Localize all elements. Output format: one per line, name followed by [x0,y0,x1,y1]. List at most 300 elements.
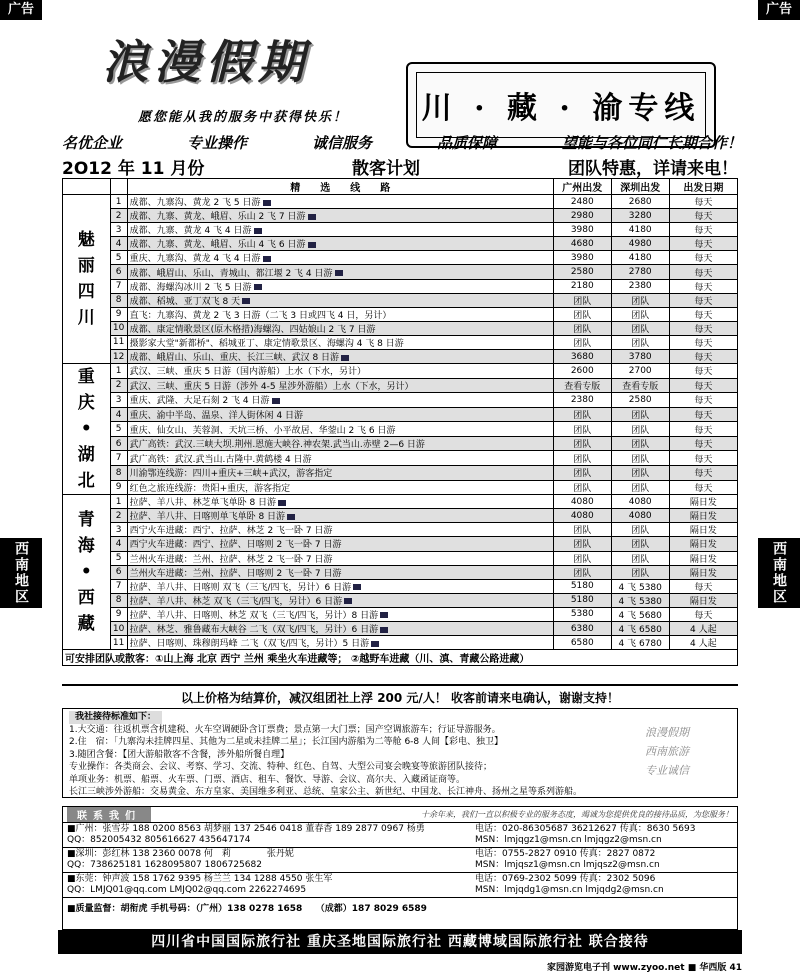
departure-date: 隔日发 [669,495,737,509]
row-number: 11 [110,636,127,650]
table-row [63,364,738,379]
brand-logo: 浪漫假期 [102,35,310,89]
region-char: • [80,419,92,440]
row-number: 7 [110,279,127,293]
price-guangzhou: 团队 [553,307,611,321]
seal-line: 专业诚信 [645,764,689,777]
price-guangzhou: 4680 [553,237,611,251]
price-shenzhen: 团队 [611,465,669,480]
price-guangzhou: 团队 [553,436,611,451]
price-guangzhou: 3980 [553,251,611,265]
header-date: 出发日期 [669,179,737,195]
price-shenzhen: 2780 [611,265,669,279]
route-text: 成都、九寨、黄龙 4 飞 4 日游 [129,226,252,237]
contact-msn: MSN：lmjqdg1@msn.cn lmjqdg2@msn.cn [475,885,664,895]
price-guangzhou: 团队 [553,551,611,565]
departure-date: 每天 [669,422,737,437]
route-text: 直飞：九寨沟、黄龙 2 飞 3 日游（二飞 3 日或四飞 4 日，另计） [129,310,392,321]
ad-page [58,20,742,973]
route-table [62,178,738,666]
departure-date: 4 人起 [669,636,737,650]
header-gz: 广州出发 [553,179,611,195]
route-name [127,579,553,593]
tour-stamp-icon [263,200,271,206]
price-guangzhou: 5180 [553,593,611,607]
value-strip [62,132,742,153]
region-char: 庆 [77,393,95,414]
tour-stamp-icon [308,242,316,248]
route-name [127,321,553,335]
value-item: 诚信服务 [311,134,372,152]
region-tab-right: 西南地区 [758,538,800,608]
contact-names: ■广州：张雪芬 188 0200 8563 胡梦丽 137 2546 0418 董春香 189 2877 0967 杨勇 [67,824,425,834]
arrangement-note: 可安排团队或散客：①山上海 北京 西宁 兰州 乘坐火车进藏等； ②越野车进藏（川、滇、青藏公路进藏） [63,650,738,666]
contact-names: ■深圳：彭红林 138 2360 0078 何 莉 张丹妮 [67,849,294,859]
row-number: 10 [110,621,127,635]
route-name [127,293,553,307]
route-name [127,307,553,321]
route-text: 武汉、三峡、重庆 5 日游（涉外 4-5 星涉外游船）上水（下水，另计） [129,381,414,392]
route-name [127,407,553,422]
row-number: 2 [110,378,127,393]
departure-date: 隔日发 [669,593,737,607]
route-text: 西宁火车进藏：西宁、拉萨、林芝 2 飞一卧 7 日游 [129,526,333,537]
value-item: 品质保障 [436,134,497,152]
contact-phone: 电话：0769-2302 5099 传真：2302 5096 [475,874,656,884]
plan-header [62,154,738,178]
contact-names: ■东莞：钟声波 158 1762 9395 杨兰兰 134 1288 4550 张生军 [67,874,333,884]
contact-phone: 电话：0755-2827 0910 传真：2827 0872 [475,849,656,859]
route-text: 武广高铁：武汉.武当山.古隆中.黄鹤楼 4 日游 [129,454,312,465]
row-number: 8 [110,593,127,607]
table-row [63,436,738,451]
row-number: 9 [110,480,127,495]
table-row [63,293,738,307]
region-char: 湖 [77,445,95,466]
price-guangzhou: 团队 [553,565,611,579]
departure-date: 每天 [669,279,737,293]
row-number: 10 [110,321,127,335]
tour-stamp-icon [278,500,286,506]
quality-supervisor: ■质量监督：胡衔虎 手机号码：（广州）138 0278 1658 （成都）187 8029 6589 [67,904,427,914]
price-shenzhen: 3780 [611,350,669,364]
route-name [127,509,553,523]
price-guangzhou: 团队 [553,465,611,480]
departure-date: 4 人起 [669,621,737,635]
route-text: 拉萨、羊八井、日喀则、林芝 双飞（三飞/四飞，另计）8 日游 [129,610,379,621]
price-guangzhou: 3980 [553,223,611,237]
contact-msn: MSN：lmjqgz1@msn.cn lmjqgz2@msn.cn [475,835,662,845]
table-row [63,307,738,321]
departure-date: 每天 [669,223,737,237]
company-seal [603,723,731,781]
route-text: 重庆、武隆、大足石刻 2 飞 4 日游 [129,396,270,407]
route-text: 拉萨、林芝、雅鲁藏布大峡谷 二飞（双飞/四飞，另计）6 日游 [129,625,379,636]
region-group-name [63,364,111,495]
contact-block-shenzhen [63,848,737,873]
table-row [63,523,738,537]
standards-line: 1.大交通：往返机票含机建税、火车空调硬卧含订票费；景点第一大门票；国产空调旅游车；行证导游服务。 [69,724,501,735]
ad-label-right: 广告 [758,0,800,20]
table-row [63,321,738,335]
route-text: 成都、峨眉山、乐山、青城山、都江堰 2 飞 4 日游 [129,268,333,279]
route-text: 拉萨、日喀则、珠穆朗玛峰 二飞（双飞/四飞，另计）5 日游 [129,639,370,650]
table-row [63,335,738,349]
region-char: • [80,562,92,583]
contact-section [62,806,738,930]
price-shenzhen: 2380 [611,279,669,293]
price-shenzhen: 2700 [611,364,669,379]
team-offer: 团队特惠，详请来电！ [568,159,738,179]
price-shenzhen: 4180 [611,251,669,265]
price-guangzhou: 6380 [553,621,611,635]
row-number: 3 [110,393,127,408]
line-title: 川 · 藏 · 渝专线 [416,72,706,138]
price-shenzhen: 团队 [611,537,669,551]
departure-date: 每天 [669,237,737,251]
price-guangzhou: 团队 [553,480,611,495]
row-number: 7 [110,579,127,593]
region-char: 四 [77,282,95,303]
tour-stamp-icon [308,214,316,220]
standards-line: 专业操作：各类商会、会议、考察、学习、交流、特种、红色、自驾、大型公司宴会晚宴等旅游团队接待； [69,762,493,772]
route-name [127,195,553,209]
row-number: 7 [110,451,127,466]
departure-date: 每天 [669,209,737,223]
header-sz: 深圳出发 [611,179,669,195]
price-guangzhou: 团队 [553,523,611,537]
departure-date: 每天 [669,607,737,621]
header-region [63,179,111,195]
region-char: 川 [77,308,95,329]
region-tab-left: 西南地区 [0,538,42,608]
price-shenzhen: 团队 [611,407,669,422]
table-row [63,251,738,265]
region-char: 重 [77,367,95,388]
row-number: 9 [110,607,127,621]
route-text: 成都、康定情歌景区(原木格措)海螺沟、四姑娘山 2 飞 7 日游 [129,324,376,335]
price-shenzhen: 团队 [611,451,669,466]
price-shenzhen: 3280 [611,209,669,223]
route-name [127,279,553,293]
region-char: 海 [77,536,95,557]
table-row [63,378,738,393]
departure-date: 每天 [669,579,737,593]
price-guangzhou: 4080 [553,495,611,509]
price-guangzhou: 团队 [553,321,611,335]
tour-stamp-icon [287,514,295,520]
price-shenzhen: 4980 [611,237,669,251]
table-row [63,537,738,551]
row-number: 11 [110,335,127,349]
route-name [127,607,553,621]
departure-date: 每天 [669,293,737,307]
price-shenzhen: 4 飞 5380 [611,593,669,607]
service-standards [62,708,738,798]
price-guangzhou: 2980 [553,209,611,223]
plan-title: 散客计划 [352,159,420,179]
row-number: 1 [110,495,127,509]
row-number: 4 [110,237,127,251]
price-shenzhen: 4080 [611,509,669,523]
route-text: 成都、峨眉山、乐山、重庆、长江三峡、武汉 8 日游 [129,353,340,364]
table-row [63,636,738,650]
tour-stamp-icon [380,627,388,633]
departure-date: 隔日发 [669,551,737,565]
price-guangzhou: 团队 [553,537,611,551]
price-shenzhen: 团队 [611,422,669,437]
price-shenzhen: 团队 [611,551,669,565]
table-row [63,621,738,635]
price-guangzhou: 团队 [553,407,611,422]
row-number: 2 [110,209,127,223]
price-shenzhen: 2580 [611,393,669,408]
region-char: 青 [77,510,95,531]
tour-stamp-icon [254,284,262,290]
tour-stamp-icon [344,598,352,604]
price-guangzhou: 团队 [553,451,611,466]
route-table-body [63,195,738,666]
route-name [127,335,553,349]
value-item: 专业操作 [186,134,247,152]
row-number: 2 [110,509,127,523]
table-row [63,422,738,437]
price-shenzhen: 4 飞 6580 [611,621,669,635]
departure-date: 每天 [669,364,737,379]
route-name [127,265,553,279]
route-name [127,621,553,635]
route-name [127,378,553,393]
price-guangzhou: 5180 [553,579,611,593]
departure-date: 隔日发 [669,523,737,537]
price-guangzhou: 5380 [553,607,611,621]
contact-block-guangzhou [63,823,737,848]
departure-date: 每天 [669,350,737,364]
route-name [127,251,553,265]
departure-date: 隔日发 [669,537,737,551]
row-number: 1 [110,364,127,379]
price-guangzhou: 查看专版 [553,378,611,393]
departure-date: 隔日发 [669,509,737,523]
table-row [63,451,738,466]
slogan: 愿您能从我的服务中获得快乐！ [138,110,349,125]
departure-date: 每天 [669,251,737,265]
row-number: 8 [110,293,127,307]
region-char: 西 [77,588,95,609]
tour-stamp-icon [242,298,250,304]
route-name [127,223,553,237]
route-text: 拉萨、羊八井、日喀则 双飞（三飞/四飞，另计）6 日游 [129,582,352,593]
route-text: 拉萨、羊八井、林芝 双飞（三飞/四飞，另计）6 日游 [129,596,343,607]
price-guangzhou: 团队 [553,293,611,307]
tour-stamp-icon [341,355,349,361]
departure-date: 每天 [669,195,737,209]
departure-date: 每天 [669,451,737,466]
contact-right [475,824,735,846]
route-name [127,480,553,495]
route-name [127,593,553,607]
price-shenzhen: 4080 [611,495,669,509]
contact-qq: QQ：852005432 805616627 435647174 [67,835,251,845]
route-text: 重庆、仙女山、芙蓉洞、天坑三桥、小平故居、华蓥山 2 飞 6 日游 [129,425,396,436]
standards-line: 长江三峡涉外游船：交易黄金、东方皇家、美国维多利亚、总统、皇家公主、新世纪、中国龙、长江神舟、扬州之星等系列游船。 [69,787,583,797]
route-name [127,465,553,480]
contact-label: 联系我们 [67,807,151,822]
route-name [127,551,553,565]
plan-month: 2O12 年 11 月份 [62,159,205,179]
table-row [63,265,738,279]
row-number: 6 [110,565,127,579]
route-text: 成都、海螺沟冰川 2 飞 5 日游 [129,282,252,293]
standards-line: 单项业务：机票、船票、火车票、门票、酒店、租车、餐饮、导游、会议、高尔夫、入藏函证商等。 [69,774,466,785]
table-row [63,279,738,293]
row-number: 8 [110,465,127,480]
route-text: 拉萨、羊八井、林芝单飞单卧 8 日游 [129,498,277,509]
tour-stamp-icon [353,584,361,590]
standards-title: 我社接待标准如下： [69,711,162,724]
price-shenzhen: 团队 [611,565,669,579]
row-number: 1 [110,195,127,209]
table-row [63,465,738,480]
price-shenzhen: 团队 [611,523,669,537]
contact-right [475,874,735,896]
route-text: 川渝鄂连线游：四川+重庆+三峡+武汉，游客指定 [129,469,333,480]
route-text: 成都、稻城、亚丁双飞 8 天 [129,296,241,307]
price-guangzhou: 2580 [553,265,611,279]
price-shenzhen: 团队 [611,335,669,349]
price-guangzhou: 2480 [553,195,611,209]
route-name [127,636,553,650]
table-row [63,209,738,223]
value-item: 名优企业 [62,134,123,152]
price-guangzhou: 2600 [553,364,611,379]
standards-line: 2.住 宿：「九寨沟未挂牌四星、其他为二星或未挂牌二星」；长江国内游船为二等舱 6-8 人间【彩电、独卫】 [69,737,504,747]
price-guangzhou: 4080 [553,509,611,523]
route-name [127,436,553,451]
row-number: 12 [110,350,127,364]
row-number: 5 [110,551,127,565]
route-text: 红色之旅连线游：贵阳+重庆，游客指定 [129,483,291,494]
departure-date: 每天 [669,335,737,349]
departure-date: 每天 [669,321,737,335]
contact-qq: QQ：LMJQ01@qq.com LMJQ02@qq.com 2262274695 [67,885,307,895]
price-guangzhou: 6580 [553,636,611,650]
route-name [127,495,553,509]
table-row [63,495,738,509]
departure-date: 每天 [669,436,737,451]
route-name [127,523,553,537]
departure-date: 每天 [669,480,737,495]
table-row [63,593,738,607]
route-name [127,565,553,579]
departure-date: 每天 [669,265,737,279]
route-text: 成都、九寨、黄龙、峨眉、乐山 4 飞 6 日游 [129,240,306,251]
table-row [63,223,738,237]
region-char: 藏 [77,614,95,635]
table-row [63,480,738,495]
route-text: 拉萨、羊八井、日喀则单飞单卧 8 日游 [129,512,286,523]
price-shenzhen: 4 飞 5680 [611,607,669,621]
departure-date: 每天 [669,378,737,393]
arrangement-note-row [63,650,738,666]
price-guangzhou: 2380 [553,393,611,408]
row-number: 5 [110,422,127,437]
row-number: 3 [110,523,127,537]
price-shenzhen: 4180 [611,223,669,237]
route-text: 摄影家大堂"新都桥"、稻城亚丁、康定情歌景区、海螺沟 4 飞 8 日游 [129,338,404,349]
tour-stamp-icon [380,612,388,618]
table-row [63,407,738,422]
region-char: 北 [77,471,95,492]
tour-stamp-icon [335,270,343,276]
contact-qq: QQ：738625181 1628095807 1806725682 [67,860,262,870]
row-number: 5 [110,251,127,265]
table-row [63,551,738,565]
tour-stamp-icon [254,228,262,234]
route-text: 武广高铁：武汉.三峡大坝.荆州.恩施大峡谷.神农架.武当山.赤壁 2—6 日游 [129,440,425,451]
table-row [63,509,738,523]
departure-date: 每天 [669,407,737,422]
route-text: 西宁火车进藏：西宁、拉萨、日喀则 2 飞一卧 7 日游 [129,540,342,551]
price-shenzhen: 团队 [611,436,669,451]
seal-line: 西南旅游 [645,745,689,758]
price-shenzhen: 4 飞 5380 [611,579,669,593]
route-text: 成都、九寨沟、黄龙 2 飞 5 日游 [129,198,261,209]
route-name [127,209,553,223]
route-text: 成都、九寨、黄龙、峨眉、乐山 2 飞 7 日游 [129,212,306,223]
route-name [127,537,553,551]
table-row [63,579,738,593]
table-row [63,607,738,621]
route-name [127,364,553,379]
price-shenzhen: 4 飞 6780 [611,636,669,650]
departure-date: 每天 [669,465,737,480]
region-group-name [63,195,111,364]
row-number: 4 [110,537,127,551]
price-shenzhen: 团队 [611,293,669,307]
route-text: 重庆、渝中半岛、温泉、洋人街休闲 4 日游 [129,411,304,422]
route-name [127,451,553,466]
route-name [127,393,553,408]
route-table-header [63,179,738,195]
header-no [110,179,127,195]
departure-date: 每天 [669,307,737,321]
row-number: 9 [110,307,127,321]
price-guangzhou: 团队 [553,422,611,437]
route-name [127,350,553,364]
departure-date: 每天 [669,393,737,408]
tour-stamp-icon [272,398,280,404]
region-group-name [63,495,111,650]
price-shenzhen: 查看专版 [611,378,669,393]
price-shenzhen: 团队 [611,307,669,321]
contact-block-dongguan [63,873,737,898]
value-item: 望能与各位同仁长期合作！ [561,134,742,152]
row-number: 6 [110,265,127,279]
footer-partners: 四川省中国国际旅行社 重庆圣地国际旅行社 西藏博域国际旅行社 联合接待 [58,930,742,954]
route-text: 兰州火车进藏：兰州、拉萨、日喀则 2 飞一卧 7 日游 [129,568,342,579]
region-char: 丽 [77,256,95,277]
header-route: 精 选 线 路 [127,179,553,195]
ad-label-left: 广告 [0,0,42,20]
route-name [127,422,553,437]
table-row [63,195,738,209]
price-guangzhou: 3680 [553,350,611,364]
contact-phone: 电话：020-86305687 36212627 传真：8630 5693 [475,824,696,834]
price-notice: 以上价格为结算价，减汉组团社上浮 200 元/人！ 收客前请来电确认，谢谢支持！ [62,684,738,708]
route-text: 重庆、九寨沟、黄龙 4 飞 4 日游 [129,254,261,265]
row-number: 4 [110,407,127,422]
